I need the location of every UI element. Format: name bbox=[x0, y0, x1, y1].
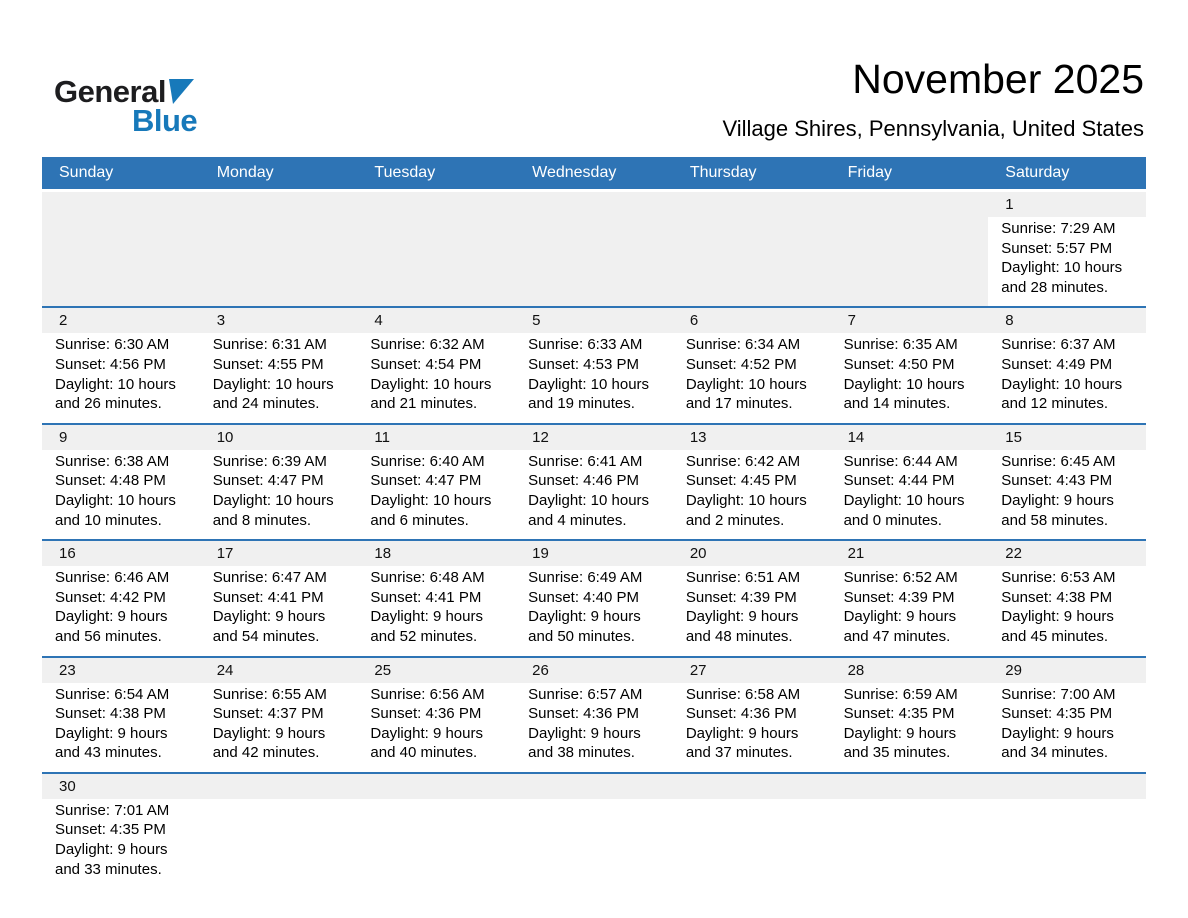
sunset-text: Sunset: 4:36 PM bbox=[685, 705, 797, 723]
empty-cell bbox=[515, 774, 673, 888]
day-cell-22 bbox=[988, 541, 1146, 655]
day-details bbox=[673, 333, 831, 422]
day-number: 16 bbox=[42, 541, 200, 566]
sunset-text: Sunset: 4:56 PM bbox=[55, 355, 166, 373]
day-details bbox=[357, 566, 515, 655]
daylight-text-line1: Daylight: 9 hours bbox=[55, 724, 168, 742]
sunrise-text: Sunrise: 6:35 AM bbox=[843, 336, 958, 354]
day-cell-14 bbox=[831, 425, 989, 539]
day-cell-13 bbox=[673, 425, 831, 539]
day-cell-5 bbox=[515, 308, 673, 422]
sunrise-text: Sunrise: 6:48 AM bbox=[370, 569, 485, 587]
daylight-text-line1: Daylight: 9 hours bbox=[212, 724, 326, 742]
empty-cell bbox=[988, 774, 1146, 888]
sunset-text: Sunset: 4:48 PM bbox=[55, 472, 166, 490]
sunrise-text: Sunrise: 7:01 AM bbox=[55, 801, 170, 819]
day-details bbox=[515, 683, 673, 772]
daylight-text-line1: Daylight: 10 hours bbox=[685, 375, 807, 393]
day-number: 10 bbox=[200, 425, 358, 450]
day-details bbox=[673, 683, 831, 772]
sunrise-text: Sunrise: 6:38 AM bbox=[55, 452, 170, 470]
day-cell-9 bbox=[42, 425, 200, 539]
daylight-text-line2: and 35 minutes. bbox=[843, 744, 951, 762]
daylight-text-line1: Daylight: 10 hours bbox=[528, 375, 650, 393]
empty-number-band bbox=[357, 774, 515, 799]
daylight-text-line2: and 17 minutes. bbox=[685, 395, 793, 413]
logo-text-blue: Blue bbox=[132, 103, 198, 138]
day-details bbox=[988, 450, 1146, 539]
day-number: 23 bbox=[42, 658, 200, 683]
day-details bbox=[831, 566, 989, 655]
sunset-text: Sunset: 4:45 PM bbox=[685, 472, 797, 490]
day-number: 4 bbox=[357, 308, 515, 333]
day-details bbox=[357, 683, 515, 772]
daylight-text-line2: and 8 minutes. bbox=[212, 511, 312, 529]
day-cell-23 bbox=[42, 658, 200, 772]
week-row-3 bbox=[42, 423, 1146, 539]
daylight-text-line2: and 42 minutes. bbox=[212, 744, 320, 762]
sunset-text: Sunset: 4:42 PM bbox=[55, 588, 166, 606]
day-number: 22 bbox=[988, 541, 1146, 566]
day-number: 1 bbox=[988, 192, 1146, 217]
day-number: 24 bbox=[200, 658, 358, 683]
daylight-text-line1: Daylight: 10 hours bbox=[370, 375, 492, 393]
weekday-header-row bbox=[42, 157, 1146, 189]
sunset-text: Sunset: 4:41 PM bbox=[212, 588, 324, 606]
sunrise-text: Sunrise: 7:00 AM bbox=[1001, 685, 1116, 703]
day-cell-1 bbox=[988, 192, 1146, 306]
day-number: 8 bbox=[988, 308, 1146, 333]
day-cell-4 bbox=[357, 308, 515, 422]
daylight-text-line2: and 38 minutes. bbox=[528, 744, 635, 762]
weekday-header-monday: Monday bbox=[216, 164, 274, 181]
day-cell-21 bbox=[831, 541, 989, 655]
empty-cell bbox=[515, 192, 673, 306]
daylight-text-line1: Daylight: 9 hours bbox=[1001, 608, 1114, 626]
sunrise-text: Sunrise: 6:52 AM bbox=[843, 569, 958, 587]
sunrise-text: Sunrise: 6:45 AM bbox=[1001, 452, 1116, 470]
sunset-text: Sunset: 4:54 PM bbox=[370, 355, 482, 373]
sunset-text: Sunset: 4:43 PM bbox=[1001, 472, 1113, 490]
weekday-header-saturday: Saturday bbox=[1005, 164, 1070, 181]
daylight-text-line2: and 10 minutes. bbox=[55, 511, 162, 529]
day-details bbox=[357, 333, 515, 422]
day-number: 25 bbox=[357, 658, 515, 683]
logo-triangle-icon bbox=[169, 78, 194, 105]
day-cell-2 bbox=[42, 308, 200, 422]
sunset-text: Sunset: 4:38 PM bbox=[55, 705, 166, 723]
daylight-text-line2: and 47 minutes. bbox=[843, 627, 951, 645]
daylight-text-line2: and 34 minutes. bbox=[1001, 744, 1109, 762]
day-details bbox=[200, 566, 358, 655]
empty-cell bbox=[831, 774, 989, 888]
day-cell-25 bbox=[357, 658, 515, 772]
day-number: 17 bbox=[200, 541, 358, 566]
day-details bbox=[988, 217, 1146, 306]
day-number: 29 bbox=[988, 658, 1146, 683]
daylight-text-line1: Daylight: 10 hours bbox=[1001, 375, 1123, 393]
sunset-text: Sunset: 4:35 PM bbox=[55, 821, 166, 839]
sunset-text: Sunset: 4:39 PM bbox=[685, 588, 797, 606]
day-cell-28 bbox=[831, 658, 989, 772]
day-cell-30 bbox=[42, 774, 200, 888]
day-number: 13 bbox=[673, 425, 831, 450]
daylight-text-line1: Daylight: 9 hours bbox=[528, 608, 641, 626]
sunrise-text: Sunrise: 6:32 AM bbox=[370, 336, 485, 354]
day-cell-27 bbox=[673, 658, 831, 772]
day-number: 20 bbox=[673, 541, 831, 566]
daylight-text-line2: and 33 minutes. bbox=[55, 860, 162, 878]
day-details bbox=[515, 450, 673, 539]
sunset-text: Sunset: 4:35 PM bbox=[843, 705, 955, 723]
daylight-text-line1: Daylight: 9 hours bbox=[55, 608, 168, 626]
empty-cell bbox=[357, 192, 515, 306]
sunset-text: Sunset: 4:36 PM bbox=[528, 705, 640, 723]
day-details bbox=[42, 799, 200, 888]
daylight-text-line1: Daylight: 9 hours bbox=[528, 724, 641, 742]
daylight-text-line2: and 24 minutes. bbox=[212, 395, 320, 413]
day-cell-17 bbox=[200, 541, 358, 655]
daylight-text-line1: Daylight: 10 hours bbox=[212, 375, 334, 393]
daylight-text-line1: Daylight: 10 hours bbox=[1001, 259, 1123, 277]
day-number: 12 bbox=[515, 425, 673, 450]
day-cell-10 bbox=[200, 425, 358, 539]
day-cell-15 bbox=[988, 425, 1146, 539]
day-cell-29 bbox=[988, 658, 1146, 772]
empty-cell bbox=[673, 192, 831, 306]
week-row-4 bbox=[42, 539, 1146, 655]
day-number: 26 bbox=[515, 658, 673, 683]
day-number: 15 bbox=[988, 425, 1146, 450]
day-number: 19 bbox=[515, 541, 673, 566]
empty-number-band bbox=[200, 774, 358, 799]
empty-cell bbox=[831, 192, 989, 306]
sunrise-text: Sunrise: 6:56 AM bbox=[370, 685, 485, 703]
weekday-header-tuesday: Tuesday bbox=[374, 164, 436, 181]
day-number: 30 bbox=[42, 774, 200, 799]
empty-number-band bbox=[988, 774, 1146, 799]
daylight-text-line2: and 14 minutes. bbox=[843, 395, 951, 413]
day-details bbox=[42, 683, 200, 772]
day-details bbox=[831, 333, 989, 422]
daylight-text-line1: Daylight: 9 hours bbox=[685, 724, 799, 742]
day-cell-19 bbox=[515, 541, 673, 655]
empty-cell bbox=[200, 192, 358, 306]
page-title: November 2025 bbox=[852, 56, 1144, 102]
empty-cell bbox=[357, 774, 515, 888]
daylight-text-line1: Daylight: 10 hours bbox=[55, 491, 176, 509]
sunset-text: Sunset: 4:39 PM bbox=[843, 588, 955, 606]
daylight-text-line2: and 58 minutes. bbox=[1001, 511, 1109, 529]
sunrise-text: Sunrise: 6:40 AM bbox=[370, 452, 485, 470]
daylight-text-line2: and 56 minutes. bbox=[55, 627, 162, 645]
daylight-text-line2: and 28 minutes. bbox=[1001, 278, 1109, 296]
sunset-text: Sunset: 4:53 PM bbox=[528, 355, 640, 373]
daylight-text-line1: Daylight: 9 hours bbox=[685, 608, 799, 626]
weekday-header-thursday: Thursday bbox=[689, 164, 757, 181]
day-number: 11 bbox=[357, 425, 515, 450]
weekday-header-sunday: Sunday bbox=[59, 164, 114, 181]
daylight-text-line2: and 48 minutes. bbox=[685, 627, 793, 645]
day-number: 18 bbox=[357, 541, 515, 566]
empty-number-band bbox=[831, 192, 989, 217]
daylight-text-line2: and 2 minutes. bbox=[685, 511, 785, 529]
empty-number-band bbox=[357, 192, 515, 217]
daylight-text-line1: Daylight: 10 hours bbox=[843, 375, 965, 393]
day-cell-26 bbox=[515, 658, 673, 772]
daylight-text-line2: and 12 minutes. bbox=[1001, 395, 1109, 413]
day-cell-18 bbox=[357, 541, 515, 655]
daylight-text-line2: and 50 minutes. bbox=[528, 627, 635, 645]
day-number: 14 bbox=[831, 425, 989, 450]
daylight-text-line1: Daylight: 10 hours bbox=[685, 491, 807, 509]
general-blue-logo bbox=[54, 76, 197, 136]
daylight-text-line1: Daylight: 10 hours bbox=[843, 491, 965, 509]
day-details bbox=[988, 566, 1146, 655]
sunrise-text: Sunrise: 6:59 AM bbox=[843, 685, 958, 703]
sunrise-text: Sunrise: 6:31 AM bbox=[212, 336, 327, 354]
sunset-text: Sunset: 4:55 PM bbox=[212, 355, 324, 373]
day-details bbox=[42, 566, 200, 655]
sunset-text: Sunset: 4:41 PM bbox=[370, 588, 482, 606]
week-row-2 bbox=[42, 306, 1146, 422]
day-details bbox=[515, 566, 673, 655]
weekday-header-wednesday: Wednesday bbox=[532, 164, 617, 181]
day-number: 21 bbox=[831, 541, 989, 566]
day-details bbox=[357, 450, 515, 539]
day-details bbox=[988, 333, 1146, 422]
day-cell-20 bbox=[673, 541, 831, 655]
empty-number-band bbox=[673, 192, 831, 217]
daylight-text-line1: Daylight: 9 hours bbox=[212, 608, 326, 626]
sunset-text: Sunset: 4:46 PM bbox=[528, 472, 640, 490]
sunrise-text: Sunrise: 6:34 AM bbox=[685, 336, 801, 354]
day-number: 5 bbox=[515, 308, 673, 333]
daylight-text-line2: and 40 minutes. bbox=[370, 744, 478, 762]
sunrise-text: Sunrise: 6:42 AM bbox=[685, 452, 801, 470]
daylight-text-line2: and 6 minutes. bbox=[370, 511, 469, 529]
daylight-text-line1: Daylight: 9 hours bbox=[55, 841, 168, 859]
sunset-text: Sunset: 4:47 PM bbox=[370, 472, 482, 490]
empty-number-band bbox=[831, 774, 989, 799]
day-details bbox=[200, 683, 358, 772]
week-row-1 bbox=[42, 192, 1146, 306]
daylight-text-line2: and 21 minutes. bbox=[370, 395, 478, 413]
empty-number-band bbox=[200, 192, 358, 217]
sunrise-text: Sunrise: 6:47 AM bbox=[212, 569, 327, 587]
day-cell-24 bbox=[200, 658, 358, 772]
daylight-text-line1: Daylight: 9 hours bbox=[843, 608, 957, 626]
sunrise-text: Sunrise: 6:57 AM bbox=[528, 685, 643, 703]
daylight-text-line2: and 4 minutes. bbox=[528, 511, 627, 529]
daylight-text-line2: and 19 minutes. bbox=[528, 395, 635, 413]
empty-number-band bbox=[515, 192, 673, 217]
day-cell-8 bbox=[988, 308, 1146, 422]
day-cell-16 bbox=[42, 541, 200, 655]
sunrise-text: Sunrise: 6:46 AM bbox=[55, 569, 170, 587]
day-number: 27 bbox=[673, 658, 831, 683]
daylight-text-line2: and 54 minutes. bbox=[212, 627, 320, 645]
sunrise-text: Sunrise: 6:30 AM bbox=[55, 336, 170, 354]
daylight-text-line1: Daylight: 9 hours bbox=[370, 608, 483, 626]
empty-number-band bbox=[515, 774, 673, 799]
sunset-text: Sunset: 4:47 PM bbox=[212, 472, 324, 490]
sunset-text: Sunset: 4:38 PM bbox=[1001, 588, 1113, 606]
sunrise-text: Sunrise: 6:55 AM bbox=[212, 685, 327, 703]
sunset-text: Sunset: 5:57 PM bbox=[1001, 239, 1113, 257]
day-cell-7 bbox=[831, 308, 989, 422]
sunrise-text: Sunrise: 6:37 AM bbox=[1001, 336, 1116, 354]
sunset-text: Sunset: 4:44 PM bbox=[843, 472, 955, 490]
sunset-text: Sunset: 4:35 PM bbox=[1001, 705, 1113, 723]
daylight-text-line1: Daylight: 10 hours bbox=[212, 491, 334, 509]
week-row-5 bbox=[42, 656, 1146, 772]
title-block bbox=[722, 56, 1144, 142]
day-details bbox=[200, 450, 358, 539]
sunset-text: Sunset: 4:40 PM bbox=[528, 588, 640, 606]
sunrise-text: Sunrise: 6:41 AM bbox=[528, 452, 643, 470]
daylight-text-line1: Daylight: 9 hours bbox=[370, 724, 483, 742]
day-number: 3 bbox=[200, 308, 358, 333]
day-details bbox=[42, 450, 200, 539]
sunrise-text: Sunrise: 6:53 AM bbox=[1001, 569, 1116, 587]
day-cell-11 bbox=[357, 425, 515, 539]
day-cell-12 bbox=[515, 425, 673, 539]
daylight-text-line1: Daylight: 10 hours bbox=[55, 375, 176, 393]
sunset-text: Sunset: 4:36 PM bbox=[370, 705, 482, 723]
sunrise-text: Sunrise: 7:29 AM bbox=[1001, 220, 1116, 237]
sunset-text: Sunset: 4:50 PM bbox=[843, 355, 955, 373]
daylight-text-line1: Daylight: 9 hours bbox=[1001, 491, 1114, 509]
day-details bbox=[831, 450, 989, 539]
daylight-text-line1: Daylight: 10 hours bbox=[528, 491, 650, 509]
daylight-text-line2: and 52 minutes. bbox=[370, 627, 478, 645]
logo-text-general: General bbox=[54, 74, 166, 109]
daylight-text-line2: and 37 minutes. bbox=[685, 744, 793, 762]
sunrise-text: Sunrise: 6:49 AM bbox=[528, 569, 643, 587]
empty-number-band bbox=[673, 774, 831, 799]
sunrise-text: Sunrise: 6:51 AM bbox=[685, 569, 801, 587]
page-header bbox=[42, 0, 1146, 157]
empty-cell bbox=[200, 774, 358, 888]
sunset-text: Sunset: 4:49 PM bbox=[1001, 355, 1113, 373]
day-details bbox=[515, 333, 673, 422]
daylight-text-line1: Daylight: 9 hours bbox=[1001, 724, 1114, 742]
sunrise-text: Sunrise: 6:58 AM bbox=[685, 685, 801, 703]
day-details bbox=[673, 566, 831, 655]
day-details bbox=[831, 683, 989, 772]
sunrise-text: Sunrise: 6:39 AM bbox=[212, 452, 327, 470]
day-number: 2 bbox=[42, 308, 200, 333]
day-number: 28 bbox=[831, 658, 989, 683]
empty-cell bbox=[673, 774, 831, 888]
day-details bbox=[988, 683, 1146, 772]
sunrise-text: Sunrise: 6:54 AM bbox=[55, 685, 170, 703]
day-number: 6 bbox=[673, 308, 831, 333]
daylight-text-line2: and 43 minutes. bbox=[55, 744, 162, 762]
week-row-6 bbox=[42, 772, 1146, 888]
empty-number-band bbox=[42, 192, 200, 217]
day-cell-3 bbox=[200, 308, 358, 422]
weekday-header-friday: Friday bbox=[847, 164, 893, 181]
sunset-text: Sunset: 4:37 PM bbox=[212, 705, 324, 723]
sunrise-text: Sunrise: 6:33 AM bbox=[528, 336, 643, 354]
daylight-text-line1: Daylight: 9 hours bbox=[843, 724, 957, 742]
calendar-page bbox=[42, 0, 1146, 888]
day-cell-6 bbox=[673, 308, 831, 422]
sunrise-text: Sunrise: 6:44 AM bbox=[843, 452, 958, 470]
daylight-text-line2: and 26 minutes. bbox=[55, 395, 162, 413]
empty-cell bbox=[42, 192, 200, 306]
day-details bbox=[200, 333, 358, 422]
day-details bbox=[673, 450, 831, 539]
calendar-grid bbox=[42, 192, 1146, 888]
daylight-text-line2: and 45 minutes. bbox=[1001, 627, 1109, 645]
day-number: 7 bbox=[831, 308, 989, 333]
day-number: 9 bbox=[42, 425, 200, 450]
daylight-text-line1: Daylight: 10 hours bbox=[370, 491, 492, 509]
page-subtitle: Village Shires, Pennsylvania, United States bbox=[722, 116, 1144, 141]
daylight-text-line2: and 0 minutes. bbox=[843, 511, 942, 529]
sunset-text: Sunset: 4:52 PM bbox=[685, 355, 797, 373]
day-details bbox=[42, 333, 200, 422]
